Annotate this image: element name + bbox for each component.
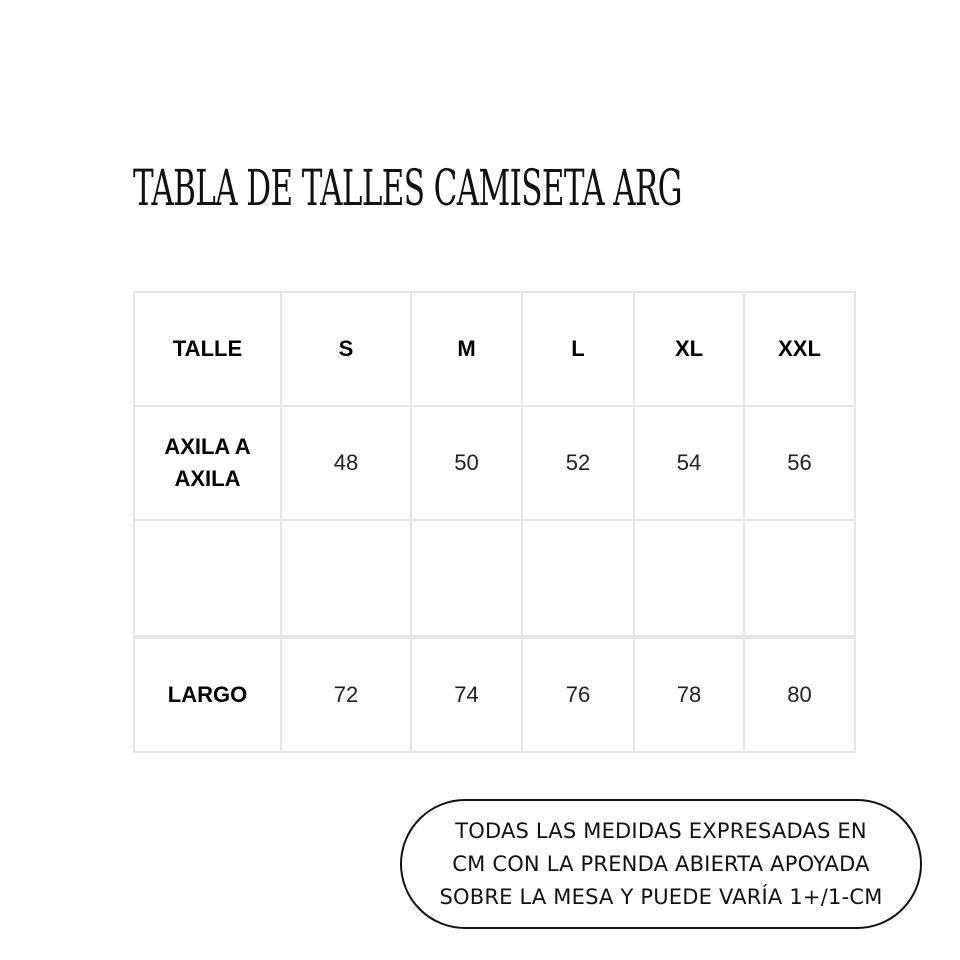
table-cell [281, 520, 411, 637]
note-line: CM CON LA PRENDA ABIERTA APOYADA [452, 851, 870, 876]
table-cell: 54 [634, 406, 744, 520]
row-label-empty [134, 520, 281, 637]
table-cell: 78 [634, 637, 744, 752]
row-label-largo: LARGO [134, 637, 281, 752]
table-row-empty [134, 520, 855, 637]
header-cell-m: M [411, 292, 522, 406]
header-cell-s: S [281, 292, 411, 406]
table-header-row [134, 292, 855, 406]
table-cell: 50 [411, 406, 522, 520]
table-cell: 52 [522, 406, 634, 520]
header-cell-xxl: XXL [744, 292, 855, 406]
table-cell: 72 [281, 637, 411, 752]
table-row [134, 406, 855, 520]
table-cell [744, 520, 855, 637]
header-cell-xl: XL [634, 292, 744, 406]
note-text [439, 815, 882, 914]
measurement-note [400, 799, 922, 929]
table-cell: 56 [744, 406, 855, 520]
table-row [134, 637, 855, 752]
row-label-line: AXILA [174, 466, 241, 491]
note-line: SOBRE LA MESA Y PUEDE VARÍA 1+/1-CM [439, 884, 883, 909]
header-cell-l: L [522, 292, 634, 406]
table-cell: 48 [281, 406, 411, 520]
header-cell-talle: TALLE [134, 292, 281, 406]
table-cell [634, 520, 744, 637]
page-title: TABLA DE TALLES CAMISETA ARG [133, 159, 682, 217]
table-cell: 76 [522, 637, 634, 752]
note-line: TODAS LAS MEDIDAS EXPRESADAS EN [455, 818, 867, 843]
row-label-line: AXILA A [164, 434, 251, 459]
row-label-axila [134, 406, 281, 520]
table-cell [522, 520, 634, 637]
table-cell [411, 520, 522, 637]
table-cell: 80 [744, 637, 855, 752]
table-cell: 74 [411, 637, 522, 752]
size-table [133, 291, 856, 753]
